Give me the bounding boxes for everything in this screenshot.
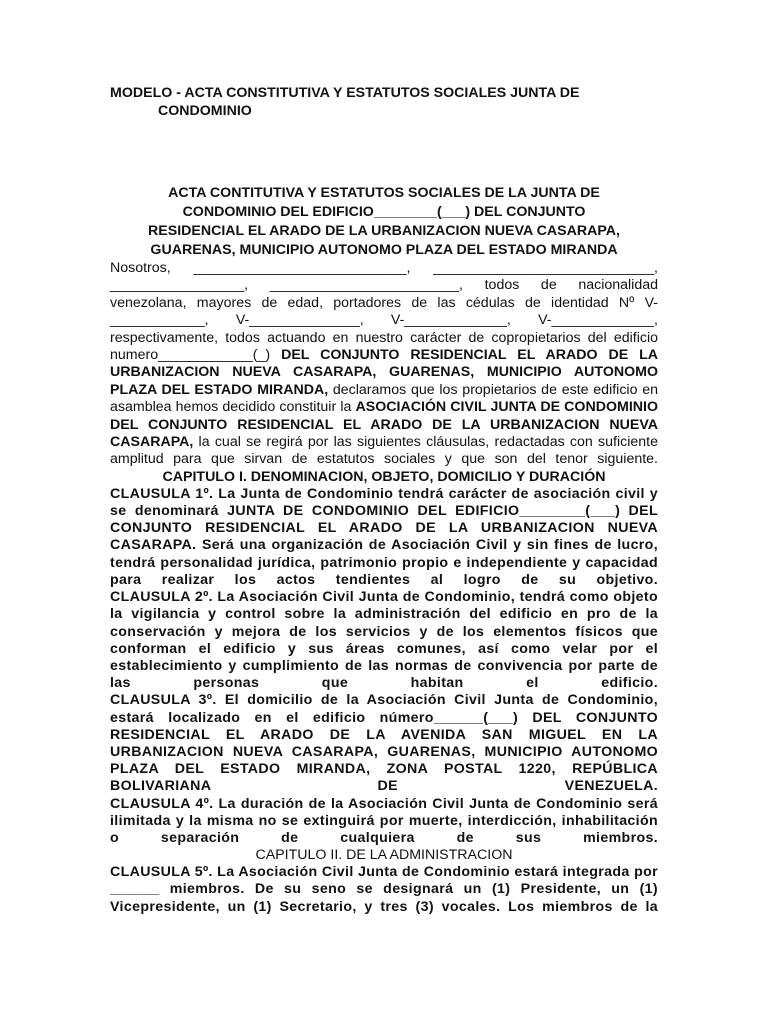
intro-text-3: la cual se regirá por las siguientes cláusulas, redactadas con suficiente amplitud para que sirvan de estatutos sociales y que son del tenor siguiente. xyxy=(110,434,658,468)
document-page xyxy=(110,84,658,916)
main-heading xyxy=(110,184,658,260)
clause-5: CLAUSULA 5º. La Asociación Civil Junta de Condominio estará integrada por ______ miembros. De su seno se designará un (1) Presidente, un (1) Vicepresidente, un (1) Secretario, y tres (3) vocales. Los miembros de la xyxy=(110,864,658,915)
clause-1: CLAUSULA 1º. La Junta de Condominio tendrá carácter de asociación civil y se denominará JUNTA DE CONDOMINIO DEL EDIFICIO________(___) DEL CONJUNTO RESIDENCIAL EL ARADO DE LA URBANIZACION NUEVA CASARAPA. Será una organización de Asociación Civil y sin fines de lucro, tendrá personalidad jurídica, patrimonio propio e independiente y capacidad para realizar los actos tendientes al logro de su objetivo. xyxy=(110,485,658,588)
chapter-1-heading: CAPITULO I. DENOMINACION, OBJETO, DOMICILIO Y DURACIÓN xyxy=(162,468,606,485)
chapter-2-heading: CAPITULO II. DE LA ADMINISTRACION xyxy=(255,847,513,864)
intro-bold-2: ASOCIACIÓN CIVIL JUNTA DE CONDOMINIO DEL CONJUNTO RESIDENCIAL EL ARADO DE LA URBANIZACION NUEVA CASARAPA, xyxy=(110,399,658,451)
clause-4: CLAUSULA 4º. La duración de la Asociación Civil Junta de Condominio será ilimitada y la misma no se extinguirá por muerte, interdicción, inhabilitación o separación de cualquiera de sus miembros. xyxy=(110,795,658,846)
intro-text-2: declaramos que los propietarios de este edificio en asamblea hemos decidido constituir la xyxy=(110,381,658,416)
main-heading-line: CONDOMINIO DEL EDIFICIO________(___) DEL CONJUNTO xyxy=(182,204,586,220)
main-heading-line: GUARENAS, MUNICIPIO AUTONOMO PLAZA DEL ESTADO MIRANDA xyxy=(150,242,618,258)
intro-paragraph xyxy=(110,260,658,469)
title-line-2: CONDOMINIO xyxy=(158,103,252,119)
clause-2: CLAUSULA 2º. La Asociación Civil Junta de Condominio, tendrá como objeto la vigilancia y control sobre la administración del edificio en pro de la conservación y mejora de los servicios y de los elementos físicos que conforman el edificio y sus áreas comunes, así como velar por el establecimiento y cumplimiento de las normas de convivencia por parte de las personas que habitan el edificio. xyxy=(110,589,658,692)
intro-text-1: Nosotros, ___________________________, ____________________________, _________________, ________________________, todos de nacionalidad venezolana, mayores de edad, portadores de las cédulas de identidad Nº V-____________, V-______________, V-_____________, V-_____________, respectivamente, todos actuando en nuestro carácter de copropietarios del edificio numero____________(_) xyxy=(110,260,658,364)
clause-3: CLAUSULA 3º. El domicilio de la Asociación Civil Junta de Condominio, estará localizado en el edificio número______(___) DEL CONJUNTO RESIDENCIAL EL ARADO DE LA AVENIDA SAN MIGUEL EN LA URBANIZACION NUEVA CASARAPA, GUARENAS, MUNICIPIO AUTONOMO PLAZA DEL ESTADO MIRANDA, ZONA POSTAL 1220, REPÚBLICA BOLIVARIANA DE VENEZUELA. xyxy=(110,692,658,795)
title-line-1: MODELO - ACTA CONSTITUTIVA Y ESTATUTOS SOCIALES JUNTA DE xyxy=(110,85,580,101)
main-heading-line: ACTA CONTITUTIVA Y ESTATUTOS SOCIALES DE LA JUNTA DE xyxy=(168,185,600,201)
main-heading-line: RESIDENCIAL EL ARADO DE LA URBANIZACION NUEVA CASARAPA, xyxy=(148,223,620,239)
intro-bold-1: DEL CONJUNTO RESIDENCIAL EL ARADO DE LA URBANIZACION NUEVA CASARAPA, GUARENAS, MUNICIPIO AUTONOMO PLAZA DEL ESTADO MIRANDA, xyxy=(110,347,658,398)
document-title xyxy=(110,84,658,120)
